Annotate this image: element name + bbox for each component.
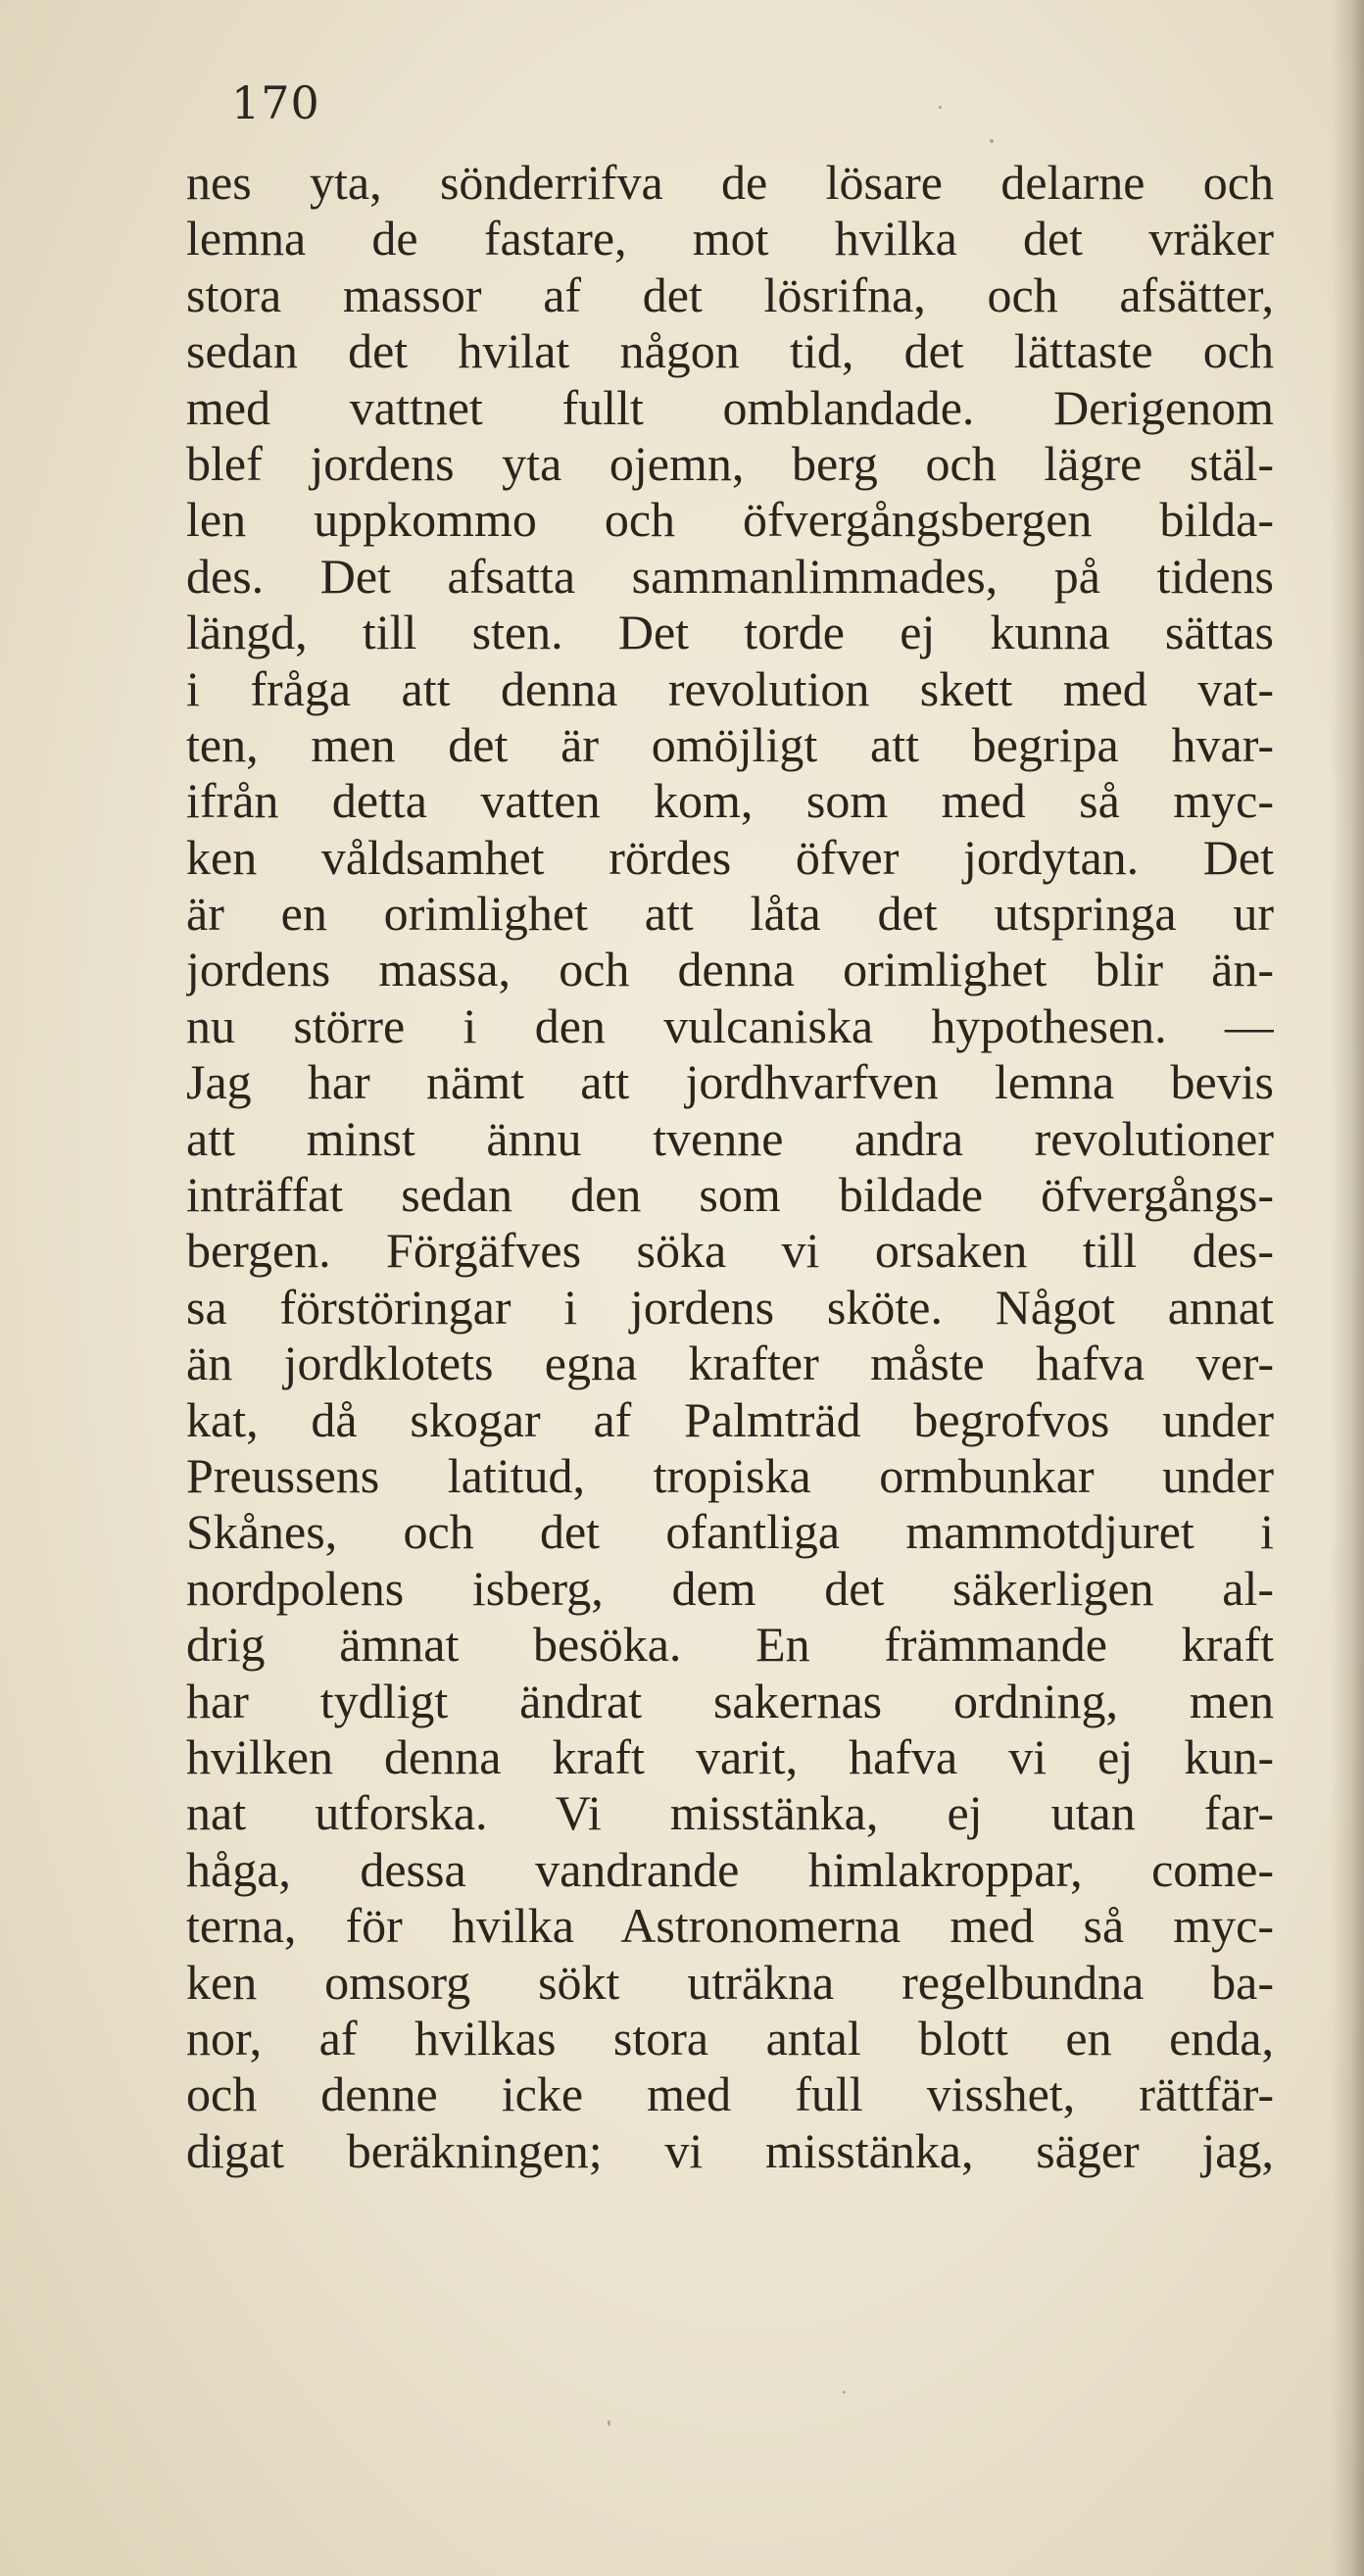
text-line: terna, för hvilka Astronomerna med så myc- xyxy=(186,1898,1274,1954)
paper-speck xyxy=(990,139,994,143)
text-line: längd, till sten. Det torde ej kunna sättas xyxy=(186,605,1274,660)
page-edge-shadow xyxy=(1331,0,1364,2576)
text-line: Skånes, och det ofantliga mammotdjuret i xyxy=(186,1504,1274,1560)
text-line: nes yta, sönderrifva de lösare delarne och xyxy=(186,155,1274,210)
text-line: lemna de fastare, mot hvilka det vräker xyxy=(186,211,1274,267)
page-number: 170 xyxy=(231,76,320,129)
paper-speck xyxy=(608,2420,610,2426)
text-line: att minst ännu tvenne andra revolutioner xyxy=(186,1110,1274,1166)
text-line: stora massor af det lösrifna, och afsätter, xyxy=(186,267,1274,322)
text-line: ken våldsamhet rördes öfver jordytan. Det xyxy=(186,829,1274,885)
text-line: sedan det hvilat någon tid, det lättaste och xyxy=(186,323,1274,379)
text-line: bergen. Förgäfves söka vi orsaken till des- xyxy=(186,1223,1274,1279)
text-line: med vattnet fullt omblandade. Derigenom xyxy=(186,379,1274,435)
text-line: des. Det afsatta sammanlimmades, på tidens xyxy=(186,548,1274,604)
text-line: Preussens latitud, tropiska ormbunkar under xyxy=(186,1447,1274,1503)
text-line: ifrån detta vatten kom, som med så myc- xyxy=(186,773,1274,829)
text-line: ten, men det är omöjligt att begripa hvar- xyxy=(186,716,1274,772)
text-line: blef jordens yta ojemn, berg och lägre stäl- xyxy=(186,435,1274,491)
text-line: sa förstöringar i jordens sköte. Något annat xyxy=(186,1279,1274,1335)
text-line: i fråga att denna revolution skett med vat- xyxy=(186,660,1274,716)
text-line: hvilken denna kraft varit, hafva vi ej kun- xyxy=(186,1728,1274,1784)
text-line: nor, af hvilkas stora antal blott en enda, xyxy=(186,2010,1274,2066)
text-line: kat, då skogar af Palmträd begrofvos under xyxy=(186,1391,1274,1447)
text-line: ken omsorg sökt uträkna regelbundna ba- xyxy=(186,1954,1274,2010)
text-line: och denne icke med full visshet, rättfär- xyxy=(186,2066,1274,2122)
text-line: än jordklotets egna krafter måste hafva ver- xyxy=(186,1336,1274,1391)
paper-speck xyxy=(843,2391,846,2394)
text-line: len uppkommo och öfvergångsbergen bilda- xyxy=(186,492,1274,548)
paper-speck xyxy=(939,106,942,109)
text-line: håga, dessa vandrande himlakroppar, come- xyxy=(186,1841,1274,1897)
text-line: nordpolens isberg, dem det säkerligen al- xyxy=(186,1560,1274,1616)
text-line: nu större i den vulcaniska hypothesen. — xyxy=(186,997,1274,1053)
text-line: nat utforska. Vi misstänka, ej utan far- xyxy=(186,1785,1274,1841)
text-line: har tydligt ändrat sakernas ordning, men xyxy=(186,1673,1274,1728)
text-line: drig ämnat besöka. En främmande kraft xyxy=(186,1617,1274,1673)
text-line: digat beräkningen; vi misstänka, säger jag, xyxy=(186,2122,1274,2178)
text-line: är en orimlighet att låta det utspringa ur xyxy=(186,886,1274,942)
text-line: jordens massa, och denna orimlighet blir än- xyxy=(186,942,1274,997)
text-line: inträffat sedan den som bildade öfvergångs- xyxy=(186,1167,1274,1223)
text-line: Jag har nämt att jordhvarfven lemna bevis xyxy=(186,1054,1274,1110)
body-text xyxy=(186,155,1274,2179)
